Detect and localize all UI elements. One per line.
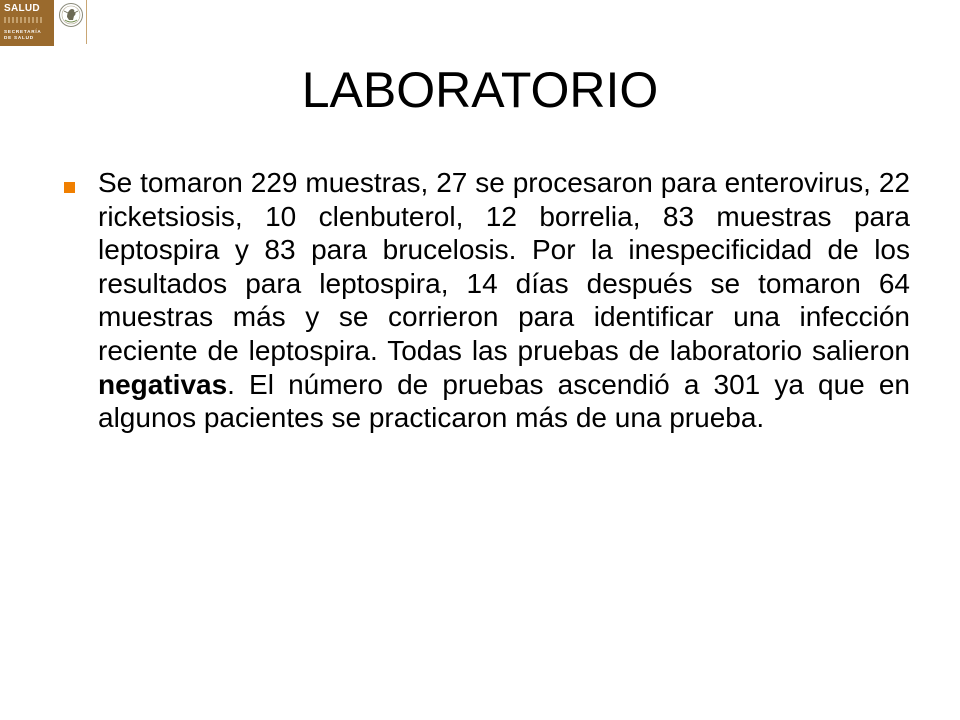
logo-subtitle-line2: DE SALUD <box>4 35 34 40</box>
bullet-text <box>98 166 910 435</box>
logo-brand-bar <box>0 0 54 46</box>
bullet-list <box>60 166 910 435</box>
logo-divider <box>86 0 87 44</box>
secretaria-de-salud-logo <box>0 0 88 46</box>
logo-subtitle-line1: SECRETARÍA <box>4 29 42 34</box>
logo-title: SALUD <box>4 3 40 14</box>
bullet-item <box>60 166 910 435</box>
square-bullet-icon <box>64 182 75 193</box>
bullet-text-emphasis: negativas <box>98 368 228 400</box>
logo-pattern <box>4 17 44 23</box>
bullet-text-after: . El número de pruebas ascendió a 301 ya que en algunos pacientes se practicaron más de una prueba. <box>98 368 910 434</box>
mexican-coat-of-arms-icon <box>58 2 84 28</box>
slide-title: LABORATORIO <box>301 62 659 118</box>
bullet-text-before: Se tomaron 229 muestras, 27 se procesaron para enterovirus, 22 ricketsiosis, 10 clenbuterol, 12 borrelia, 83 muestras para leptospira y 83 para brucelosis. Por la inespecificidad de los resultados para leptospira, 14 días después se tomaron 64 muestras más y se corrieron para identificar una infección reciente de leptospira. Todas las pruebas de laboratorio salieron <box>98 167 910 366</box>
